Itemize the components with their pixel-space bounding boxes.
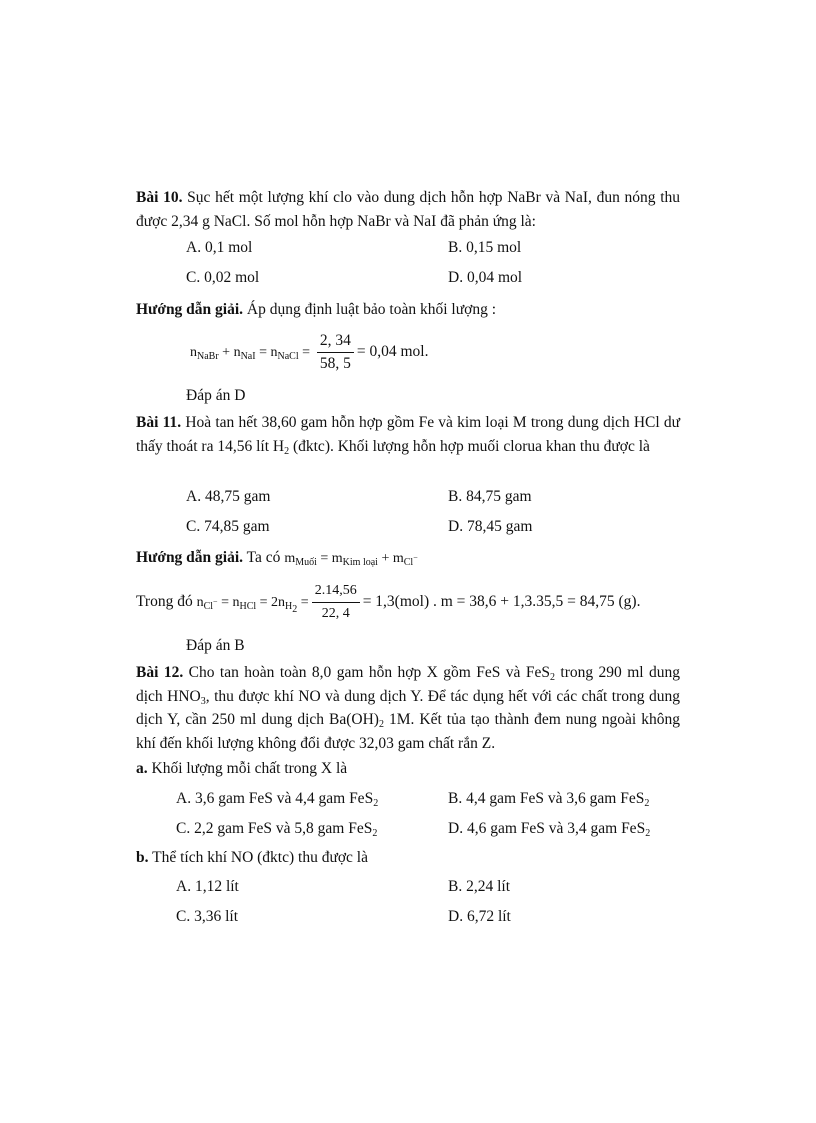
- problem-11-option-d: D. 78,45 gam: [448, 518, 533, 535]
- problem-12b-option-d: D. 6,72 lít: [448, 908, 511, 925]
- problem-10-guide-label: Hướng dẫn giải.: [136, 301, 244, 318]
- problem-11-guide: Hướng dẫn giải. Ta có $m_{Muối} = m_{Kim loại} + m_{Cl^-}$: [136, 549, 418, 568]
- problem-12a-option-a: A. 3,6 gam FeS và 4,4 gam FeS$_2$: [176, 790, 379, 809]
- problem-12b-option-a: A. 1,12 lít: [176, 878, 239, 895]
- problem-10-title: Bài 10.: [136, 189, 183, 206]
- problem-10-option-d: D. 0,04 mol: [448, 269, 523, 286]
- problem-11-guide-label: Hướng dẫn giải.: [136, 549, 244, 566]
- problem-12-text-3: , thu được khí NO và dung dịch Y. Để tác dụng hết với các chất trong dung dịch Y, cần 250 ml dung dịch Ba(OH): [136, 687, 680, 728]
- problem-12-question-a-text: Khối lượng mỗi chất trong X là: [151, 760, 348, 777]
- problem-11-title: Bài 11.: [136, 414, 182, 431]
- problem-11-fraction-numerator: 2.14,56: [312, 582, 360, 603]
- problem-12-question-b: [136, 848, 368, 868]
- problem-12-statement: Bài 12. Cho tan hoàn toàn 8,0 gam hỗn hợp X gồm FeS và FeS$_2$ trong 290 ml dung dịch $HNO_3$, thu được khí NO và dung dịch Y. Để tác dụng hết với các chất trong dung dịch Y, cần 250 ml dung dịch $Ba(OH)_2$ 1M. Kết tủa tạo thành đem nung ngoài không khí đến khối lượng không đổi được 32,03 gam chất rắn Z.: [136, 664, 681, 752]
- problem-11-statement: Bài 11. Hoà tan hết 38,60 gam hỗn hợp gồm Fe và kim loại M trong dung dịch HCl dư thấy thoát ra 14,56 lít $H_2$ (đktc). Khối lượng hỗn hợp muối clorua khan thu được là: [136, 414, 681, 457]
- problem-10-text: Sục hết một lượng khí clo vào dung dịch hỗn hợp NaBr và NaI, đun nóng thu được 2,34 g NaCl. Số mol hỗn hợp NaBr và NaI đã phản ứng là:: [136, 189, 681, 230]
- problem-12-question-a-label: a.: [136, 760, 148, 777]
- problem-11-option-a: A. 48,75 gam: [186, 488, 271, 505]
- problem-12a-option-c: C. 2,2 gam FeS và 5,8 gam FeS$_2$: [176, 820, 378, 839]
- problem-11-option-c: C. 74,85 gam: [186, 518, 270, 535]
- problem-11-text-2: (đktc). Khối lượng hỗn hợp muối clorua khan thu được là: [289, 437, 650, 455]
- problem-10-answer: Đáp án D: [186, 387, 246, 404]
- problem-10-option-c: C. 0,02 mol: [186, 269, 260, 286]
- problem-11-option-b: B. 84,75 gam: [448, 488, 532, 505]
- problem-11-answer: Đáp án B: [186, 637, 245, 654]
- problem-10-fraction-numerator: 2, 34: [317, 332, 354, 353]
- problem-10-equation: $n_{NaBr} + n_{NaI} = n_{NaCl}$ = $\frac{2, 34}{58, 5}$ = 0,04 mol.: [190, 332, 429, 372]
- problem-10-statement: [136, 186, 680, 233]
- problem-12-question-b-label: b.: [136, 849, 149, 866]
- problem-11-equation-tail: = 1,3(mol) . m = 38,6 + 1,3.35,5 = 84,75 (g).: [362, 593, 641, 611]
- problem-10-fraction: [317, 332, 354, 373]
- problem-10-fraction-denominator: 58, 5: [319, 355, 351, 372]
- problem-11-equation: Trong đó $n_{Cl^-} = n_{HCl} = 2n_{H_2}$ = $\frac{2.14,56}{22, 4}$ = 1,3(mol) . m = 38,6 + 1,3.35,5 = 84,75 (g).: [136, 583, 641, 621]
- problem-10-option-a: A. 0,1 mol: [186, 239, 253, 256]
- problem-11-trong-do: Trong đó: [136, 593, 193, 611]
- problem-12b-option-b: B. 2,24 lít: [448, 878, 511, 895]
- problem-11-fraction-denominator: 22, 4: [321, 606, 350, 621]
- problem-10-guide-text: Áp dụng định luật bảo toàn khối lượng :: [246, 301, 496, 318]
- problem-12a-option-b: B. 4,4 gam FeS và 3,6 gam FeS$_2$: [448, 790, 650, 809]
- problem-11-guide-text: Ta có: [246, 549, 281, 566]
- problem-10-option-b: B. 0,15 mol: [448, 239, 522, 256]
- problem-12-title: Bài 12.: [136, 664, 184, 681]
- problem-11-fraction: [312, 582, 360, 623]
- problem-11-text-1: Hoà tan hết 38,60 gam hỗn hợp gồm Fe và kim loại M trong dung dịch HCl dư thấy thoát ra 14,56 lít H: [136, 414, 681, 455]
- problem-10-guide: [136, 300, 496, 320]
- problem-12-question-b-text: Thể tích khí NO (đktc) thu được là: [152, 849, 368, 866]
- problem-12-text-2: trong 290 ml dung dịch HNO: [136, 664, 681, 705]
- problem-12-text-1: Cho tan hoàn toàn 8,0 gam hỗn hợp X gồm FeS và FeS: [188, 664, 550, 681]
- problem-12a-option-d: D. 4,6 gam FeS và 3,4 gam FeS$_2$: [448, 820, 651, 839]
- problem-12-text-4: 1M. Kết tủa tạo thành đem nung ngoài không khí đến khối lượng không đổi được 32,03 gam chất rắn Z.: [136, 711, 680, 752]
- problem-12-question-a: [136, 759, 347, 779]
- problem-12b-option-c: C. 3,36 lít: [176, 908, 239, 925]
- problem-10-equation-result: = 0,04 mol.: [356, 343, 429, 361]
